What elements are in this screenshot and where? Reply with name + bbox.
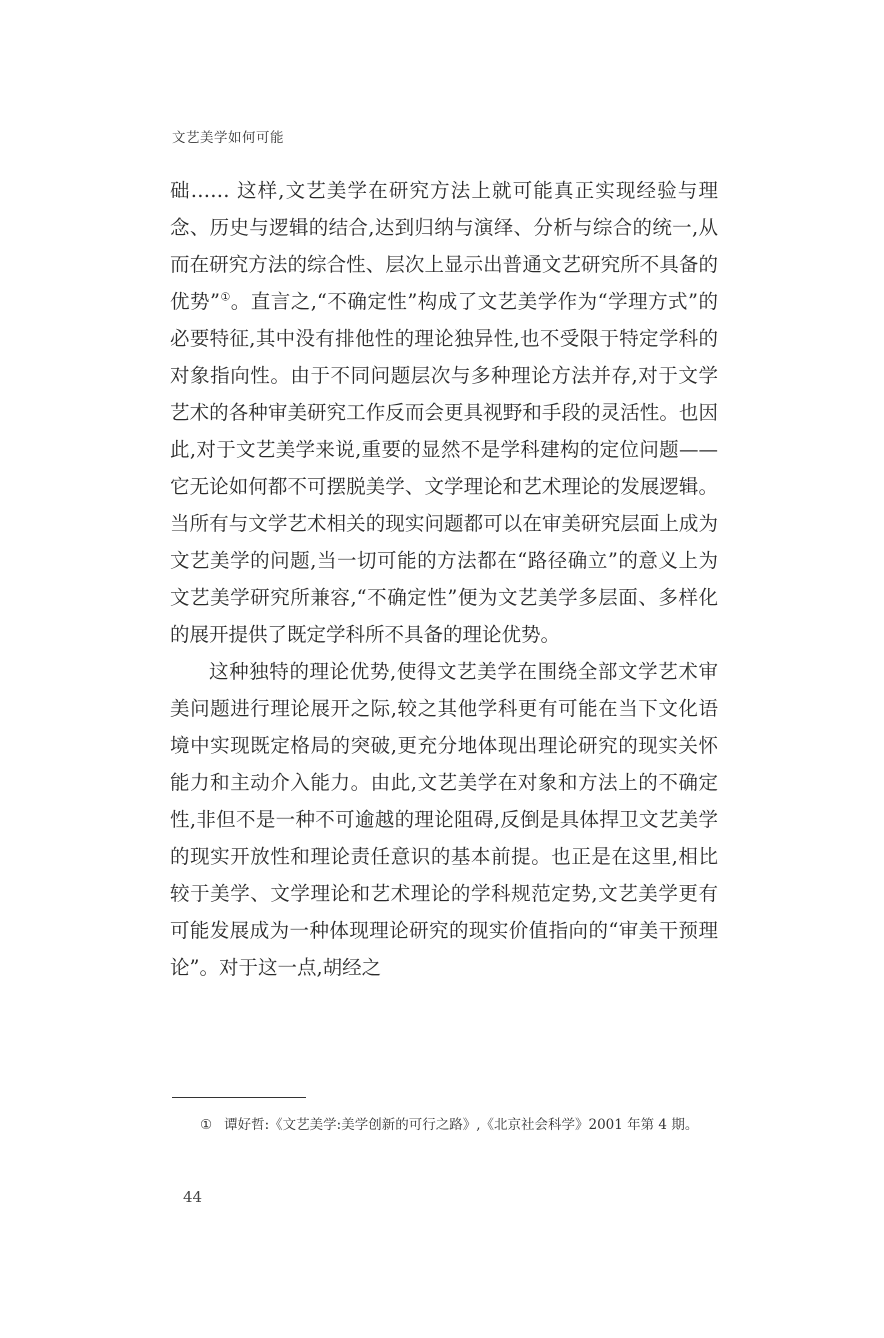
footnote-reference: ① [219,290,231,304]
footnote-text: 谭好哲:《文艺美学:美学创新的可行之路》,《北京社会科学》2001 年第 4 期。 [224,1117,699,1133]
paragraph-1 [170,172,718,653]
footnote-number: ① [200,1117,213,1133]
paragraph-2: 这种独特的理论优势,使得文艺美学在围绕全部文学艺术审美问题进行理论展开之际,较之其他学科更有可能在当下文化语境中实现既定格局的突破,更充分地体现出理论研究的现实关怀能力和主动介入能力。由此,文艺美学在对象和方法上的不确定性,非但不是一种不可逾越的理论阻碍,反倒是具体捍卫文艺美学的现实开放性和理论责任意识的基本前提。也正是在这里,相比较于美学、文学理论和艺术理论的学科规范定势,文艺美学更有可能发展成为一种体现理论研究的现实价值指向的“审美干预理论”。对于这一点,胡经之 [170,660,718,979]
paragraph-1-text: 础…… 这样,文艺美学在研究方法上就可能真正实现经验与理念、历史与逻辑的结合,达到归纳与演绎、分析与综合的统一,从而在研究方法的综合性、层次上显示出普通文艺研究所不具备的优势” [170,179,718,313]
footnote [172,1114,718,1137]
running-header: 文艺美学如何可能 [172,130,284,146]
page-number: 44 [183,1188,203,1206]
body-text [170,172,718,986]
footnote-divider [172,1097,306,1098]
paragraph-1-text-continued: 。直言之,“不确定性”构成了文艺美学作为“学理方式”的必要特征,其中没有排他性的理论独异性,也不受限于特定学科的对象指向性。由于不同问题层次与多种理论方法并存,对于文学艺术的各种审美研究工作反而会更具视野和手段的灵活性。也因此,对于文艺美学来说,重要的显然不是学科建构的定位问题——它无论如何都不可摆脱美学、文学理论和艺术理论的发展逻辑。当所有与文学艺术相关的现实问题都可以在审美研究层面上成为文艺美学的问题,当一切可能的方法都在“路径确立”的意义上为文艺美学研究所兼容,“不确定性”便为文艺美学多层面、多样化的展开提供了既定学科所不具备的理论优势。 [170,290,718,646]
